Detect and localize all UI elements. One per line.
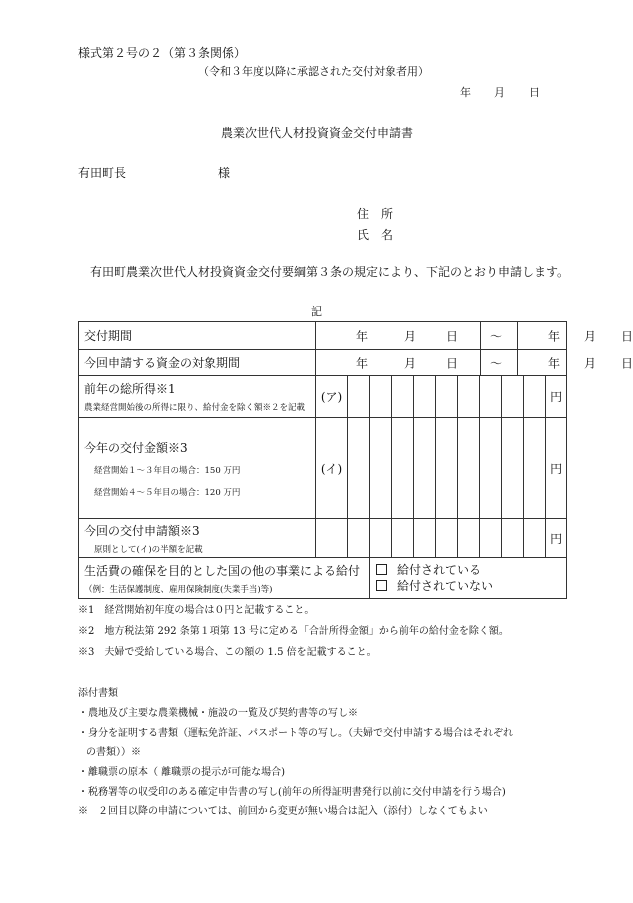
target-divider-right: [517, 350, 518, 375]
digit-cell[interactable]: [348, 376, 370, 418]
note-1: ※1 経営開始初年度の場合は０円と記載すること。: [78, 605, 315, 616]
note-2: ※2 地方税法第 292 条第１項第 13 号に定める「合計所得金額」から前年の給付金を除く額。: [78, 626, 509, 637]
option-received[interactable]: [376, 562, 566, 578]
digit-cell[interactable]: [414, 519, 436, 558]
grant-tilde: ～: [490, 329, 503, 343]
other-benefit-example: （例：生活保護制度、雇用保険制度(失業手当)等): [84, 584, 273, 595]
digit-cell[interactable]: [436, 418, 458, 519]
yen-unit: 円: [546, 376, 567, 418]
target-divider-left: [480, 350, 481, 375]
target-end-day: 日: [621, 356, 633, 370]
option-received-label: 給付されている: [397, 563, 482, 577]
attachment-item-2-cont: の書類））※: [86, 747, 141, 758]
grant-start-month: 月: [404, 329, 417, 343]
digit-cell[interactable]: [370, 519, 392, 558]
other-benefit-label-cell: [79, 558, 370, 599]
digit-cell[interactable]: [502, 519, 524, 558]
this-year-amount-note-2: 経営開始４～５年目の場合：120 万円: [94, 487, 241, 498]
previous-income-note: 農業経営開始後の所得に限り、給付金を除く額※２を記載: [84, 403, 306, 413]
attachment-item-3: ・離職票の原本（ 離職票の提示が可能な場合): [78, 767, 286, 778]
note-3: ※3 夫婦で受給している場合、この額の 1.5 倍を記載すること。: [78, 647, 377, 658]
addressee-honorific: 様: [218, 166, 231, 180]
digit-cell[interactable]: [370, 376, 392, 418]
grant-divider-left: [480, 322, 481, 349]
digit-cell[interactable]: [524, 376, 546, 418]
grant-start-day: 日: [446, 329, 459, 343]
application-table: [78, 321, 633, 599]
digit-cell[interactable]: [458, 376, 480, 418]
grant-start-year: 年: [356, 329, 369, 343]
digit-cell[interactable]: [348, 418, 370, 519]
digit-cell[interactable]: [392, 418, 414, 519]
other-benefit-options: [370, 558, 567, 599]
target-end-year: 年: [548, 356, 561, 370]
other-benefit-row: [79, 558, 567, 599]
previous-income-row: [79, 376, 567, 418]
date-year-label: 年: [460, 86, 471, 99]
digit-cell[interactable]: [436, 376, 458, 418]
target-start-day: 日: [446, 356, 459, 370]
target-end-month: 月: [584, 356, 597, 370]
request-amount-label: 今回の交付申請額※3: [84, 523, 200, 538]
request-amount-label-cell: [79, 519, 316, 558]
checkbox-not-received[interactable]: [376, 580, 387, 591]
grant-period-label: 交付期間: [79, 322, 316, 350]
digit-cell[interactable]: [392, 519, 414, 558]
digit-cell[interactable]: [480, 376, 502, 418]
addressee-name: 有田町長: [78, 166, 127, 180]
grant-end-year: 年: [548, 329, 561, 343]
yen-unit: 円: [546, 418, 567, 519]
grant-period-field[interactable]: [316, 322, 633, 350]
grant-period-row: [79, 322, 567, 350]
grant-divider-right: [517, 322, 518, 349]
digit-cell[interactable]: [458, 519, 480, 558]
digit-cell[interactable]: [370, 418, 392, 519]
option-not-received[interactable]: [376, 578, 566, 594]
applicant-name-label: 氏 名: [357, 228, 394, 242]
target-period-row: [79, 350, 567, 376]
attachment-item-4: ・税務署等の収受印のある確定申告書の写し(前年の所得証明書発行以前に交付申請を行う場合): [78, 787, 506, 798]
attachment-footnote: ※ ２回目以降の申請については、前回から変更が無い場合は記入（添付）しなくてもよい: [78, 806, 488, 817]
ki-label: 記: [311, 305, 322, 318]
target-start-month: 月: [404, 356, 417, 370]
digit-cell[interactable]: [414, 418, 436, 519]
this-year-amount-label-cell: [79, 418, 316, 519]
request-amount-note: 原則として(イ)の半額を記載: [94, 544, 203, 555]
digit-cell[interactable]: [348, 519, 370, 558]
digit-cell[interactable]: [480, 418, 502, 519]
option-not-received-label: 給付されていない: [397, 579, 494, 593]
target-period-field[interactable]: [316, 350, 633, 376]
this-year-amount-mark: (イ): [316, 418, 348, 519]
form-number: 様式第２号の２（第３条関係）: [78, 46, 247, 60]
digit-cell[interactable]: [502, 418, 524, 519]
this-year-amount-row: [79, 418, 567, 519]
digit-cell[interactable]: [524, 418, 546, 519]
digit-cell[interactable]: [502, 376, 524, 418]
applicant-address-label: 住 所: [357, 207, 394, 221]
form-subtitle: （令和３年度以降に承認された交付対象者用）: [198, 65, 429, 78]
yen-unit: 円: [546, 519, 567, 558]
application-statement: 有田町農業次世代人材投資資金交付要綱第３条の規定により、下記のとおり申請します。: [90, 265, 570, 279]
grant-end-month: 月: [584, 329, 597, 343]
date-day-label: 日: [529, 86, 540, 99]
attachment-item-1: ・農地及び主要な農業機械・施設の一覧及び契約書等の写し※: [78, 708, 358, 719]
request-amount-row: [79, 519, 567, 558]
other-benefit-label: 生活費の確保を目的とした国の他の事業による給付: [84, 563, 361, 578]
previous-income-label: 前年の総所得※1: [84, 382, 176, 396]
digit-cell[interactable]: [414, 376, 436, 418]
checkbox-received[interactable]: [376, 564, 387, 575]
target-period-label: 今回申請する資金の対象期間: [79, 350, 316, 376]
target-start-year: 年: [356, 356, 369, 370]
grant-end-day: 日: [621, 329, 633, 343]
previous-income-mark: (ア): [316, 376, 348, 418]
date-month-label: 月: [494, 86, 505, 99]
attachment-item-2: ・身分を証明する書類（運転免許証、パスポート等の写し。（夫婦で交付申請する場合はそれぞれ: [78, 728, 513, 739]
attachments-heading: 添付書類: [78, 688, 118, 699]
digit-cell[interactable]: [392, 376, 414, 418]
digit-cell[interactable]: [458, 418, 480, 519]
request-amount-mark-cell: [316, 519, 348, 558]
this-year-amount-note-1: 経営開始１～３年目の場合：150 万円: [94, 465, 241, 476]
digit-cell[interactable]: [480, 519, 502, 558]
this-year-amount-label: 今年の交付金額※3: [84, 440, 188, 455]
document-title: 農業次世代人材投資資金交付申請書: [221, 126, 414, 140]
target-tilde: ～: [490, 356, 503, 370]
digit-cell[interactable]: [436, 519, 458, 558]
previous-income-label-cell: [79, 376, 316, 418]
digit-cell[interactable]: [524, 519, 546, 558]
